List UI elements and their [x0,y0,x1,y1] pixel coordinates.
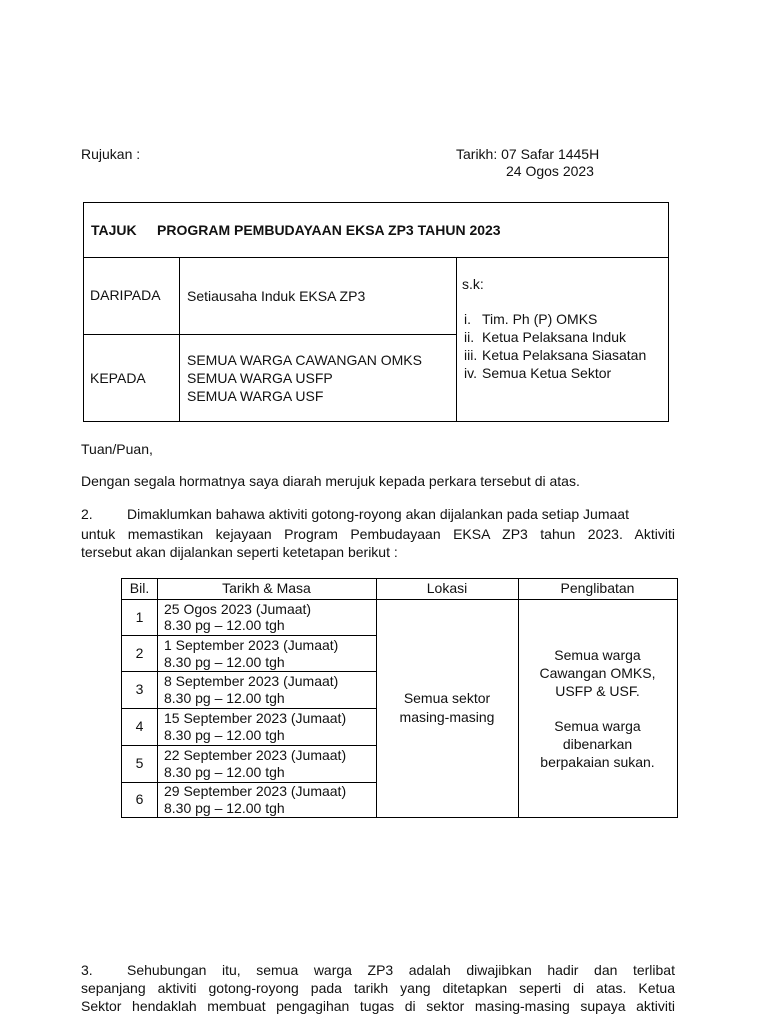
table-header: Bil. [129,580,150,596]
row-time: 8.30 pg – 12.00 tgh [164,727,285,743]
reference-label: Rujukan : [81,146,141,162]
memo-header-table [83,202,669,422]
divider [122,745,376,746]
row-time: 8.30 pg – 12.00 tgh [164,617,285,633]
penglibatan-line: berpakaian sukan. [540,754,655,770]
paragraph-2-line: tersebut akan dijalankan seperti ketetapan berikut : [81,544,398,560]
divider [122,635,376,636]
row-number: 6 [135,791,144,807]
penglibatan-line: USFP & USF. [555,683,640,699]
row-number: 4 [135,718,144,734]
table-header: Penglibatan [560,580,635,596]
sk-item-text: Semua Ketua Sektor [482,365,612,381]
row-time: 8.30 pg – 12.00 tgh [164,690,285,706]
sk-item-text: Ketua Pelaksana Induk [482,329,626,345]
divider [456,257,457,421]
row-date: 1 September 2023 (Jumaat) [164,637,339,653]
daripada-value: Setiausaha Induk EKSA ZP3 [187,288,366,304]
divider [122,599,677,600]
date-hijri: Tarikh: 07 Safar 1445H [456,146,600,162]
penglibatan-line: Semua warga [554,647,641,663]
row-time: 8.30 pg – 12.00 tgh [164,654,285,670]
row-time: 8.30 pg – 12.00 tgh [164,764,285,780]
date-gregorian: 24 Ogos 2023 [506,163,594,179]
lokasi-line: masing-masing [399,709,495,725]
row-date: 25 Ogos 2023 (Jumaat) [164,601,312,617]
penglibatan-line: Cawangan OMKS, [539,665,656,681]
penglibatan-line: Semua warga [554,718,641,734]
table-header: Lokasi [426,580,468,596]
divider [179,257,180,421]
kepada-line: SEMUA WARGA USF [187,388,324,404]
row-number: 3 [135,681,144,697]
paragraph-2-line: untuk memastikan kejayaan Program Pembudayaan EKSA ZP3 tahun 2023. Aktiviti [81,526,675,542]
sk-item-text: Tim. Ph (P) OMKS [482,311,598,327]
row-date: 29 September 2023 (Jumaat) [164,783,347,799]
sk-item-num: iv. [464,365,477,381]
kepada-line: SEMUA WARGA USFP [187,370,333,386]
sk-item-num: i. [464,311,471,327]
row-date: 8 September 2023 (Jumaat) [164,673,339,689]
row-date: 22 September 2023 (Jumaat) [164,747,347,763]
tajuk-label: TAJUK [91,222,137,238]
lokasi-line: Semua sektor [403,690,491,706]
divider [122,671,376,672]
row-number: 1 [135,609,144,625]
divider [84,334,456,335]
divider [122,708,376,709]
row-time: 8.30 pg – 12.00 tgh [164,800,285,816]
daripada-label: DARIPADA [90,287,161,303]
row-date: 15 September 2023 (Jumaat) [164,710,347,726]
table-header: Tarikh & Masa [222,580,311,596]
sk-item-num: ii. [464,329,475,345]
paragraph-3-line: Sektor hendaklah membuat pengagihan tugas di sektor masing-masing supaya aktiviti [81,998,675,1014]
paragraph-2-number: 2. [81,506,93,522]
row-number: 5 [135,755,144,771]
kepada-label: KEPADA [90,370,146,386]
paragraph-3-line: Sehubungan itu, semua warga ZP3 adalah diwajibkan hadir dan terlibat [127,962,675,978]
kepada-line: SEMUA WARGA CAWANGAN OMKS [187,352,422,368]
tajuk-value: PROGRAM PEMBUDAYAAN EKSA ZP3 TAHUN 2023 [157,222,501,238]
schedule-table [121,578,678,818]
paragraph-3-line: sepanjang aktiviti gotong-royong pada tarikh yang ditetapkan seperti di atas. Ketua [81,980,675,996]
sk-item-num: iii. [464,347,478,363]
divider [84,257,668,258]
sk-item-text: Ketua Pelaksana Siasatan [482,347,647,363]
salutation: Tuan/Puan, [81,441,153,457]
sk-label: s.k: [462,276,484,292]
row-number: 2 [135,645,144,661]
paragraph-2-line: Dimaklumkan bahawa aktiviti gotong-royong akan dijalankan pada setiap Jumaat [127,506,629,522]
paragraph-3-number: 3. [81,962,93,978]
paragraph-1: Dengan segala hormatnya saya diarah merujuk kepada perkara tersebut di atas. [81,473,580,489]
penglibatan-line: dibenarkan [562,736,633,752]
